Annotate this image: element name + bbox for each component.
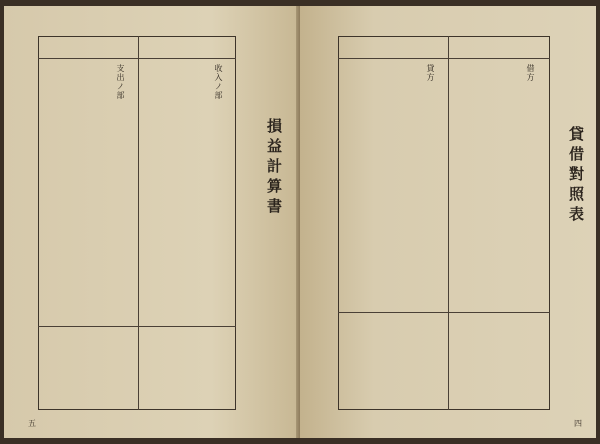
right-table-header-rule — [338, 58, 550, 59]
left-page — [4, 6, 300, 438]
right-page-number: 四 — [574, 419, 582, 428]
right-table-frame — [338, 36, 550, 410]
left-table-header-rule — [38, 58, 236, 59]
right-table-total-rule — [338, 312, 550, 313]
left-table-frame — [38, 36, 236, 410]
left-table-total-rule — [38, 326, 236, 327]
left-table-center-divider — [138, 36, 139, 410]
left-page-number: 五 — [28, 419, 36, 428]
left-page-title: 損益計算書 — [265, 118, 283, 218]
right-page-title: 貸借對照表 — [567, 126, 585, 226]
left-column-heading-income: 收入ノ部 — [214, 64, 223, 100]
right-table-center-divider — [448, 36, 449, 410]
right-column-heading-credit: 貸方 — [426, 64, 435, 82]
left-column-heading-expense: 支出ノ部 — [116, 64, 125, 100]
right-column-heading-debit: 借方 — [526, 64, 535, 82]
right-page — [300, 6, 596, 438]
